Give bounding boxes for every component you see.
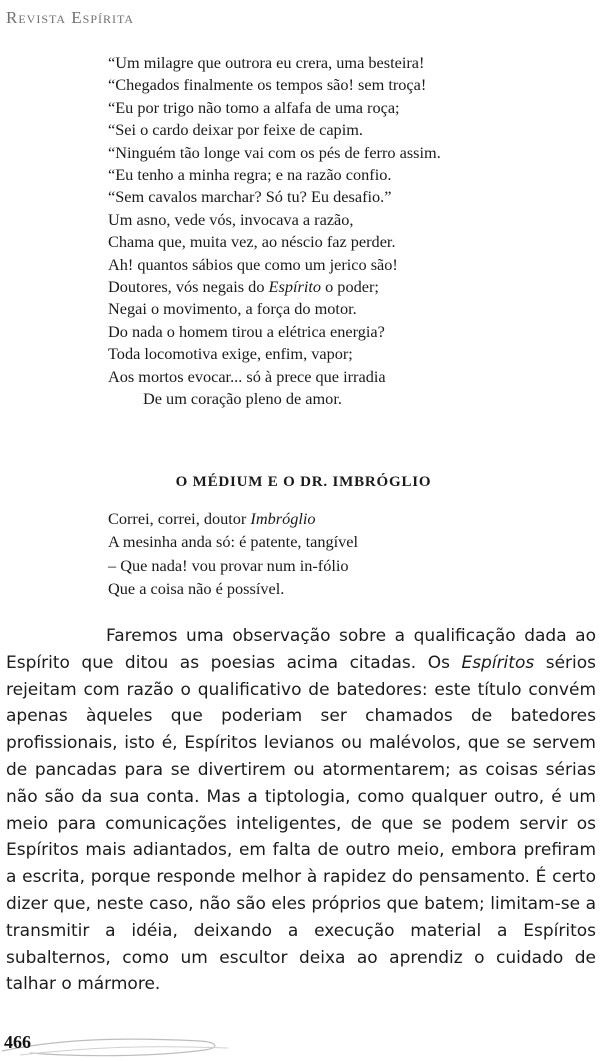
running-header: Revista Espírita (6, 8, 135, 27)
emphasis: Espíritos (461, 652, 535, 673)
poem-line: A mesinha anda só: é patente, tangível (108, 532, 359, 552)
verse-line: “Eu tenho a minha regra; e na razão confio. (108, 165, 392, 185)
verse-line: “Ninguém tão longe vai com os pés de ferro assim. (108, 142, 441, 162)
verse-line: Chama que, muita vez, ao néscio faz perder. (108, 232, 396, 252)
verse-line: “Sem cavalos marchar? Só tu? Eu desafio.” (108, 187, 392, 207)
verse-line: “Sei o cardo deixar por feixe de capim. (108, 120, 363, 140)
poem-block (108, 507, 528, 600)
verse-block (108, 52, 578, 411)
verse-line: Negai o movimento, a força do motor. (108, 299, 357, 319)
commentary-paragraph: Faremos uma observação sobre a qualificação dada ao Espírito que ditou as poesias acima citadas. Os Espíritos sérios rejeitam com razão o qualificativo de batedores: este título convém apenas àqueles que poderiam ser chamados de batedores profissionais, isto é, Espíritos levianos ou malévolos, que se servem de pancadas para se divertirem ou atormentarem; as coisas sérias não são da sua conta. Mas a tiptologia, como qualquer outro, é um meio para comunicações inteligentes, de que se podem servir os Espíritos mais adiantados, em falta de outro meio, embora prefiram a escrita, porque responde melhor à rapidez do pensamento. É certo dizer que, neste caso, não são eles próprios que batem; limitam-se a transmitir a idéia, deixando a execução material a Espíritos subalternos, como um escultor deixa ao aprendiz o cuidado de talhar o mármore. (6, 626, 596, 995)
verse-line: Ah! quantos sábios que como um jerico são! (108, 254, 398, 274)
verse-line: Um asno, vede vós, invocava a razão, (108, 209, 354, 229)
verse-line: Doutores, vós negais do Espírito o poder; (108, 277, 379, 297)
emphasis: Espírito (268, 277, 322, 297)
verse-line: “Chegados finalmente os tempos são! sem troça! (108, 75, 427, 95)
emphasis: Imbróglio (250, 509, 316, 528)
poem-line: Correi, correi, doutor Imbróglio (108, 509, 316, 528)
verse-line: Aos mortos evocar... só à prece que irradia (108, 366, 386, 386)
verse-line: De um coração pleno de amor. (143, 389, 342, 409)
page-footer-swash (0, 1031, 240, 1061)
verse-line: Toda locomotiva exige, enfim, vapor; (108, 344, 353, 364)
verse-line: “Eu por trigo não tomo a alfafa de uma roça; (108, 97, 400, 117)
poem-line: – Que nada! vou provar num in-fólio (108, 555, 349, 575)
verse-line: Do nada o homem tirou a elétrica energia? (108, 321, 385, 341)
poem-line: Que a coisa não é possível. (108, 578, 285, 598)
page-number: 466 (4, 1032, 31, 1052)
section-title: O MÉDIUM E O DR. IMBRÓGLIO (175, 474, 432, 490)
verse-line: “Um milagre que outrora eu crera, uma besteira! (108, 53, 425, 72)
commentary-text (6, 623, 596, 998)
